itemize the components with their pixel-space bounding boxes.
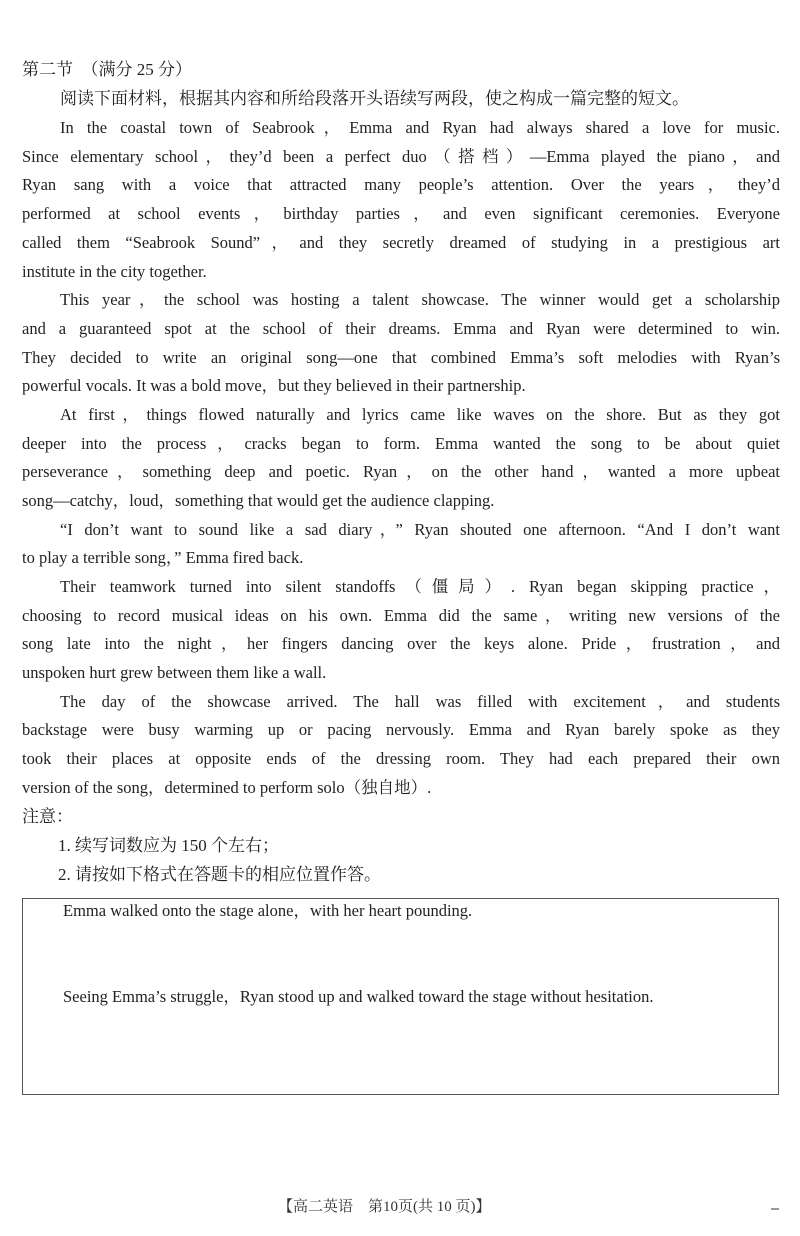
passage-line: “I don’t want to sound like a sad diary，” Ryan shouted one afternoon. “And I don’t want: [60, 520, 780, 539]
corner-mark: [771, 1208, 779, 1210]
passage-line: powerful vocals. It was a bold move，but they believed in their partnership.: [22, 376, 526, 395]
passage-line: institute in the city together.: [22, 262, 207, 281]
passage-line: The day of the showcase arrived. The hall was filled with excitement，and students: [60, 692, 780, 711]
passage-line: Since elementary school，they’d been a perfect duo（搭档）—Emma played the piano，and: [22, 147, 780, 166]
passage-line: called them “Seabrook Sound”，and they secretly dreamed of studying in a prestigious art: [22, 233, 780, 252]
passage-line: In the coastal town of Seabrook，Emma and Ryan had always shared a love for music.: [60, 118, 780, 137]
passage-line: backstage were busy warming up or pacing nervously. Emma and Ryan barely spoke as they: [22, 720, 780, 739]
passage-line: perseverance，something deep and poetic. Ryan，on the other hand，wanted a more upbeat: [22, 462, 780, 481]
passage-line: song—catchy，loud，something that would get the audience clapping.: [22, 491, 495, 510]
paragraph2-opening: Seeing Emma’s struggle，Ryan stood up and walked toward the stage without hesitation.: [63, 987, 654, 1006]
section-title: 第二节 （满分 25 分）: [22, 60, 192, 79]
instruction-text: 阅读下面材料，根据其内容和所给段落开头语续写两段，使之构成一篇完整的短文。: [60, 89, 689, 108]
passage-line: Ryan sang with a voice that attracted many people’s attention. Over the years，they’d: [22, 175, 780, 194]
passage-line: This year，the school was hosting a talent showcase. The winner would get a scholarship: [60, 290, 780, 309]
passage-line: version of the song，determined to perform solo（独自地）.: [22, 778, 432, 797]
page-footer: 【高二英语 第10页(共 10 页)】: [278, 1199, 491, 1215]
passage-line: Their teamwork turned into silent standoffs（僵局）. Ryan began skipping practice，: [60, 577, 780, 596]
passage-line: unspoken hurt grew between them like a wall.: [22, 663, 327, 682]
answer-box: [22, 898, 779, 1095]
passage-line: They decided to write an original song—one that combined Emma’s soft melodies with Ryan’s: [22, 348, 780, 367]
passage-line: to play a terrible song，” Emma fired back.: [22, 548, 304, 567]
passage-line: performed at school events，birthday parties，and even significant ceremonies. Everyone: [22, 204, 780, 223]
passage-line: and a guaranteed spot at the school of their dreams. Emma and Ryan were determined to win.: [22, 319, 780, 338]
passage-line: song late into the night，her fingers dancing over the keys alone. Pride，frustration，and: [22, 634, 780, 653]
note-item: 2. 请按如下格式在答题卡的相应位置作答。: [58, 865, 381, 884]
passage-line: took their places at opposite ends of the dressing room. They had each prepared their own: [22, 749, 780, 768]
passage-line: At first，things flowed naturally and lyrics came like waves on the shore. But as they got: [60, 405, 780, 424]
paragraph1-opening: Emma walked onto the stage alone，with her heart pounding.: [63, 901, 473, 920]
passage-line: choosing to record musical ideas on his own. Emma did the same，writing new versions of the: [22, 606, 780, 625]
passage-line: deeper into the process，cracks began to form. Emma wanted the song to be about quiet: [22, 434, 780, 453]
note-item: 1. 续写词数应为 150 个左右；: [58, 836, 279, 855]
notes-heading: 注意：: [22, 807, 73, 826]
